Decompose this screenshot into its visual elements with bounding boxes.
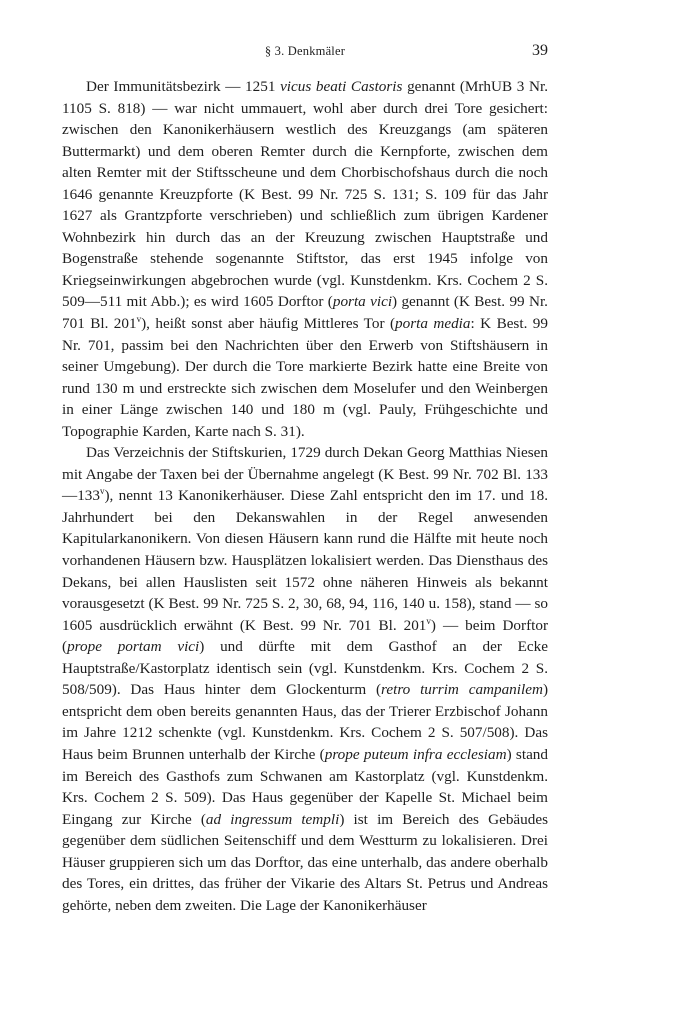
italic-phrase: retro turrim campanilem	[381, 681, 543, 699]
text-run: ), heißt sonst aber häufig Mittleres Tor (	[141, 315, 396, 333]
paragraph	[62, 442, 548, 916]
superscript: v	[99, 486, 105, 497]
italic-phrase: ad ingressum templi	[205, 810, 340, 828]
italic-phrase: porta media	[395, 315, 471, 333]
italic-phrase: vicus beati Castoris	[280, 78, 403, 95]
text-run: ) und dürfte mit dem Gasthof an der Ecke Hauptstraße/Kastorplatz identisch sein (vgl. Kunstdenkm. Krs. Cochem 2 S. 508/509). Das Haus hinter dem Glockenturm (	[62, 638, 548, 699]
italic-phrase: porta vici	[332, 293, 393, 311]
text-run: ) — beim Dorftor (	[62, 616, 549, 656]
text-run: : K Best. 99 Nr. 701, passim bei den Nachrichten über den Erwerb von Stiftshäusern in seiner Umgebung). Der durch die Tore markierte Bezirk hatte eine Breite von rund 130 m und erstreckte sich zwischen dem Moselufer und den Weinbergen in einer Länge zwischen 140 und 180 m (vgl. Pauly, Frühgeschichte und Topographie Karden, Karte nach S. 31).	[62, 315, 548, 440]
body-text	[62, 76, 548, 916]
running-head: § 3. Denkmäler	[264, 44, 346, 58]
page-number: 39	[532, 42, 548, 59]
page-header	[62, 42, 548, 62]
superscript: v	[426, 615, 431, 626]
superscript: v	[136, 313, 142, 324]
text-run: ) ist im Bereich des Gebäudes gegenüber dem südlichen Seitenschiff und dem Westturm zu lokalisieren. Drei Häuser gruppieren sich um das Dorftor, das eine unterhalb, das andere oberhalb des Tores, ein drittes, das früher der Vikarie des Altars St. Petrus und Andreas gehörte, neben dem zweiten. Die Lage der Kanonikerhäuser	[62, 810, 548, 914]
italic-phrase: prope puteum infra ecclesiam	[324, 745, 507, 763]
text-run: ) stand im Bereich des Gasthofs zum Schwanen am Kastorplatz (vgl. Kunstdenkm. Krs. Cochem 2 S. 509). Das Haus gegenüber der Kapelle St. Michael beim Eingang zur Kirche (	[62, 745, 548, 828]
text-run: Der Immunitätsbezirk — 1251	[86, 78, 281, 95]
text-run: Das Verzeichnis der Stiftskurien, 1729 durch Dekan Georg Matthias Niesen mit Angabe der Taxen bei der Übernahme angelegt (K Best. 99 Nr. 702 Bl. 133—133	[62, 444, 548, 505]
text-run: genannt (MrhUB 3 Nr. 1105 S. 818) — war nicht ummauert, wohl aber durch drei Tore gesichert: zwischen den Kanonikerhäusern westlich des Kreuzgangs (am späteren Buttermarkt) und dem oberen Remter durch die Kernpforte, zwischen dem alten Remter mit der Stiftsscheune und dem Chorbischofshaus durch die noch 1646 genannte Kreuzpforte (K Best. 99 Nr. 725 S. 131; S. 109 für das Jahr 1627 als Grantzpforte verschrieben) und schließlich zum übrigen Kardener Wohnbezirk hin durch das an der Kreuzung zwischen Hauptstraße und Bogenstraße stehende sogenannte Stiftstor, das erst 1945 infolge von Kriegseinwirkungen abgebrochen wurde (vgl. Kunstdenkm. Krs. Cochem 2 S. 509—511 mit Abb.); es wird 1605 Dorftor (	[62, 78, 549, 311]
italic-phrase: prope portam vici	[67, 638, 200, 656]
text-run: ) entspricht dem oben bereits genannten Haus, das der Trierer Erzbischof Johann im Jahre 1212 schenkte (vgl. Kunstdenkm. Krs. Cochem 2 S. 507/508). Das Haus beim Brunnen unterhalb der Kirche (	[62, 681, 548, 763]
paragraph	[62, 76, 548, 442]
text-run: ) genannt (K Best. 99 Nr. 701 Bl. 201	[62, 293, 548, 333]
text-run: ), nennt 13 Kanonikerhäuser. Diese Zahl entspricht den im 17. und 18. Jahrhundert bei den Dekanswahlen in der Regel anwesenden Kapitularkanonikern. Von diesen Häusern kann rund die Hälfte mit heute noch vorhandenen Häusern bzw. Hausplätzen lokalisiert werden. Das Diensthaus des Dekans, bei allen Hauslisten seit 1572 ohne näheren Hinweis als bekannt vorausgesetzt (K Best. 99 Nr. 725 S. 2, 30, 68, 94, 116, 140 u. 158), stand — so 1605 ausdrücklich erwähnt (K Best. 99 Nr. 701 Bl. 201	[62, 487, 548, 634]
